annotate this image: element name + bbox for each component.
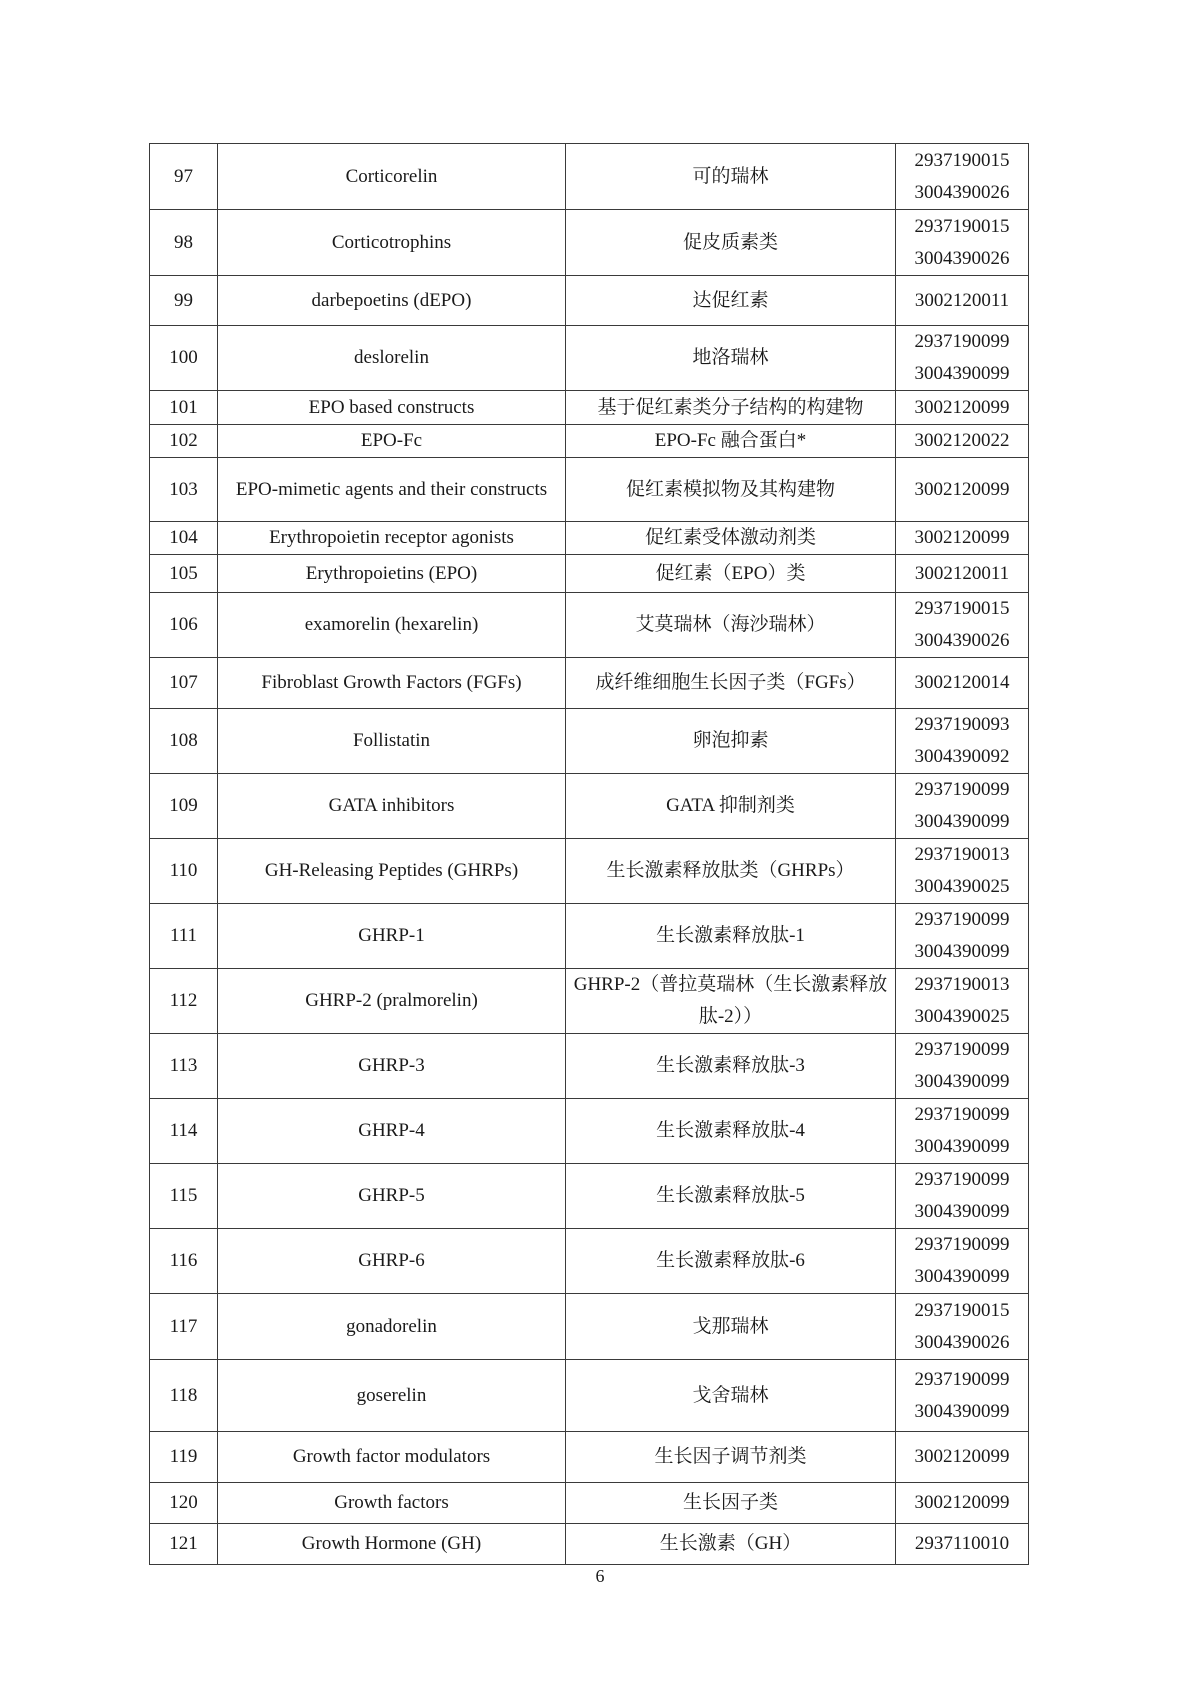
code-line: 3002120014 <box>914 672 1010 693</box>
table-row <box>150 1524 1029 1565</box>
customs-code <box>896 658 1029 709</box>
table-row <box>150 1229 1029 1294</box>
table-row <box>150 276 1029 326</box>
code-line: 2937190099 <box>914 779 1010 800</box>
chinese-name: 艾莫瑞林（海沙瑞林） <box>566 593 896 658</box>
code-line: 3004390026 <box>914 1331 1010 1353</box>
customs-code <box>896 522 1029 555</box>
code-line: 2937190093 <box>914 714 1010 735</box>
code-line: 2937190099 <box>914 1169 1010 1190</box>
english-name: GHRP-4 <box>218 1099 566 1164</box>
row-number: 120 <box>150 1483 218 1524</box>
row-number: 97 <box>150 144 218 210</box>
customs-code <box>896 144 1029 210</box>
english-name: examorelin (hexarelin) <box>218 593 566 658</box>
english-name: EPO-Fc <box>218 425 566 458</box>
customs-code <box>896 276 1029 326</box>
code-line: 2937110010 <box>914 1533 1010 1554</box>
chinese-name: 基于促红素类分子结构的构建物 <box>566 391 896 425</box>
code-line: 2937190099 <box>914 1234 1010 1255</box>
code-line: 3004390099 <box>914 1400 1010 1422</box>
row-number: 117 <box>150 1294 218 1360</box>
english-name: Erythropoietin receptor agonists <box>218 522 566 555</box>
code-line: 3004390092 <box>914 746 1010 767</box>
substance-table <box>149 143 1029 1565</box>
row-number: 101 <box>150 391 218 425</box>
code-line: 3002120022 <box>914 430 1010 451</box>
chinese-name: 达促红素 <box>566 276 896 326</box>
row-number: 121 <box>150 1524 218 1565</box>
code-line: 3002120099 <box>914 527 1010 548</box>
row-number: 112 <box>150 969 218 1034</box>
chinese-name: EPO-Fc 融合蛋白* <box>566 425 896 458</box>
row-number: 107 <box>150 658 218 709</box>
table-row <box>150 1360 1029 1432</box>
table-row <box>150 904 1029 969</box>
customs-code <box>896 709 1029 774</box>
english-name: goserelin <box>218 1360 566 1432</box>
code-line: 3002120011 <box>914 562 1010 584</box>
code-line: 2937190099 <box>914 1039 1010 1060</box>
chinese-name: 生长激素释放肽类（GHRPs） <box>566 839 896 904</box>
english-name: GHRP-5 <box>218 1164 566 1229</box>
table-row <box>150 1432 1029 1483</box>
row-number: 100 <box>150 326 218 391</box>
row-number: 109 <box>150 774 218 839</box>
table-row <box>150 1034 1029 1099</box>
code-line: 3004390099 <box>914 811 1010 832</box>
english-name: Growth factors <box>218 1483 566 1524</box>
customs-code <box>896 425 1029 458</box>
english-name: EPO based constructs <box>218 391 566 425</box>
chinese-name: 生长激素释放肽-5 <box>566 1164 896 1229</box>
code-line: 3002120011 <box>914 289 1010 311</box>
code-line: 3002120099 <box>914 396 1010 418</box>
customs-code <box>896 458 1029 522</box>
customs-code <box>896 774 1029 839</box>
row-number: 108 <box>150 709 218 774</box>
customs-code <box>896 1524 1029 1565</box>
customs-code <box>896 210 1029 276</box>
row-number: 105 <box>150 555 218 593</box>
code-line: 3002120099 <box>914 1446 1010 1467</box>
chinese-name: 成纤维细胞生长因子类（FGFs） <box>566 658 896 709</box>
customs-code <box>896 1229 1029 1294</box>
english-name: Follistatin <box>218 709 566 774</box>
code-line: 3002120099 <box>914 478 1010 500</box>
table-row <box>150 1099 1029 1164</box>
row-number: 103 <box>150 458 218 522</box>
english-name: GHRP-6 <box>218 1229 566 1294</box>
table-row <box>150 425 1029 458</box>
customs-code <box>896 839 1029 904</box>
code-line: 3004390099 <box>914 941 1010 962</box>
chinese-name: 生长激素释放肽-3 <box>566 1034 896 1099</box>
chinese-name: 卵泡抑素 <box>566 709 896 774</box>
code-line: 3004390026 <box>914 247 1010 269</box>
chinese-name: 促红素受体激动剂类 <box>566 522 896 555</box>
code-line: 3004390099 <box>914 363 1010 384</box>
table-body <box>150 144 1029 1565</box>
english-name: EPO-mimetic agents and their constructs <box>218 458 566 522</box>
customs-code <box>896 593 1029 658</box>
table-row <box>150 555 1029 593</box>
customs-code <box>896 1432 1029 1483</box>
english-name: GHRP-2 (pralmorelin) <box>218 969 566 1034</box>
english-name: GHRP-3 <box>218 1034 566 1099</box>
table-row <box>150 658 1029 709</box>
code-line: 2937190013 <box>914 844 1010 865</box>
chinese-name: 生长激素释放肽-6 <box>566 1229 896 1294</box>
chinese-name: 戈舍瑞林 <box>566 1360 896 1432</box>
table-row <box>150 1164 1029 1229</box>
chinese-name: GATA 抑制剂类 <box>566 774 896 839</box>
code-line: 3002120099 <box>914 1492 1010 1513</box>
row-number: 116 <box>150 1229 218 1294</box>
table-row <box>150 969 1029 1034</box>
row-number: 110 <box>150 839 218 904</box>
row-number: 115 <box>150 1164 218 1229</box>
row-number: 118 <box>150 1360 218 1432</box>
chinese-name: 可的瑞林 <box>566 144 896 210</box>
chinese-name: 地洛瑞林 <box>566 326 896 391</box>
english-name: darbepoetins (dEPO) <box>218 276 566 326</box>
chinese-name: 生长因子类 <box>566 1483 896 1524</box>
row-number: 99 <box>150 276 218 326</box>
code-line: 2937190015 <box>914 598 1010 619</box>
customs-code <box>896 1034 1029 1099</box>
row-number: 113 <box>150 1034 218 1099</box>
chinese-name: 促红素（EPO）类 <box>566 555 896 593</box>
code-line: 2937190015 <box>914 1299 1010 1321</box>
row-number: 106 <box>150 593 218 658</box>
customs-code <box>896 1164 1029 1229</box>
code-line: 2937190015 <box>914 149 1010 171</box>
code-line: 2937190099 <box>914 1368 1010 1390</box>
chinese-name: 促红素模拟物及其构建物 <box>566 458 896 522</box>
english-name: Erythropoietins (EPO) <box>218 555 566 593</box>
row-number: 119 <box>150 1432 218 1483</box>
row-number: 114 <box>150 1099 218 1164</box>
customs-code <box>896 1360 1029 1432</box>
code-line: 3004390099 <box>914 1201 1010 1222</box>
english-name: Growth factor modulators <box>218 1432 566 1483</box>
customs-code <box>896 1294 1029 1360</box>
page-number: 6 <box>595 1566 605 1586</box>
english-name: GHRP-1 <box>218 904 566 969</box>
code-line: 3004390099 <box>914 1071 1010 1092</box>
code-line: 3004390026 <box>914 630 1010 651</box>
english-name: Growth Hormone (GH) <box>218 1524 566 1565</box>
row-number: 104 <box>150 522 218 555</box>
english-name: Corticotrophins <box>218 210 566 276</box>
customs-code <box>896 1483 1029 1524</box>
table-row <box>150 458 1029 522</box>
table-row <box>150 1294 1029 1360</box>
row-number: 98 <box>150 210 218 276</box>
row-number: 111 <box>150 904 218 969</box>
table-row <box>150 839 1029 904</box>
row-number: 102 <box>150 425 218 458</box>
table-row <box>150 522 1029 555</box>
code-line: 3004390099 <box>914 1266 1010 1287</box>
chinese-name: 生长激素释放肽-4 <box>566 1099 896 1164</box>
english-name: Fibroblast Growth Factors (FGFs) <box>218 658 566 709</box>
code-line: 2937190099 <box>914 331 1010 352</box>
table-row <box>150 593 1029 658</box>
chinese-name: 戈那瑞林 <box>566 1294 896 1360</box>
code-line: 3004390025 <box>914 1006 1010 1027</box>
code-line: 3004390099 <box>914 1136 1010 1157</box>
customs-code <box>896 1099 1029 1164</box>
table-row <box>150 326 1029 391</box>
table-row <box>150 210 1029 276</box>
customs-code <box>896 391 1029 425</box>
chinese-name: 生长因子调节剂类 <box>566 1432 896 1483</box>
english-name: GH-Releasing Peptides (GHRPs) <box>218 839 566 904</box>
chinese-name: 生长激素（GH） <box>566 1524 896 1565</box>
customs-code <box>896 904 1029 969</box>
chinese-name: 生长激素释放肽-1 <box>566 904 896 969</box>
table-row <box>150 144 1029 210</box>
customs-code <box>896 555 1029 593</box>
english-name: gonadorelin <box>218 1294 566 1360</box>
english-name: deslorelin <box>218 326 566 391</box>
table-row <box>150 774 1029 839</box>
english-name: Corticorelin <box>218 144 566 210</box>
chinese-name: 促皮质素类 <box>566 210 896 276</box>
code-line: 2937190015 <box>914 215 1010 237</box>
code-line: 2937190013 <box>914 974 1010 995</box>
customs-code <box>896 326 1029 391</box>
table-row <box>150 709 1029 774</box>
code-line: 2937190099 <box>914 909 1010 930</box>
english-name: GATA inhibitors <box>218 774 566 839</box>
code-line: 2937190099 <box>914 1104 1010 1125</box>
chinese-name: GHRP-2（普拉莫瑞林（生长激素释放肽-2）） <box>566 969 896 1034</box>
code-line: 3004390026 <box>914 181 1010 203</box>
customs-code <box>896 969 1029 1034</box>
code-line: 3004390025 <box>914 876 1010 897</box>
table-row <box>150 391 1029 425</box>
table-row <box>150 1483 1029 1524</box>
